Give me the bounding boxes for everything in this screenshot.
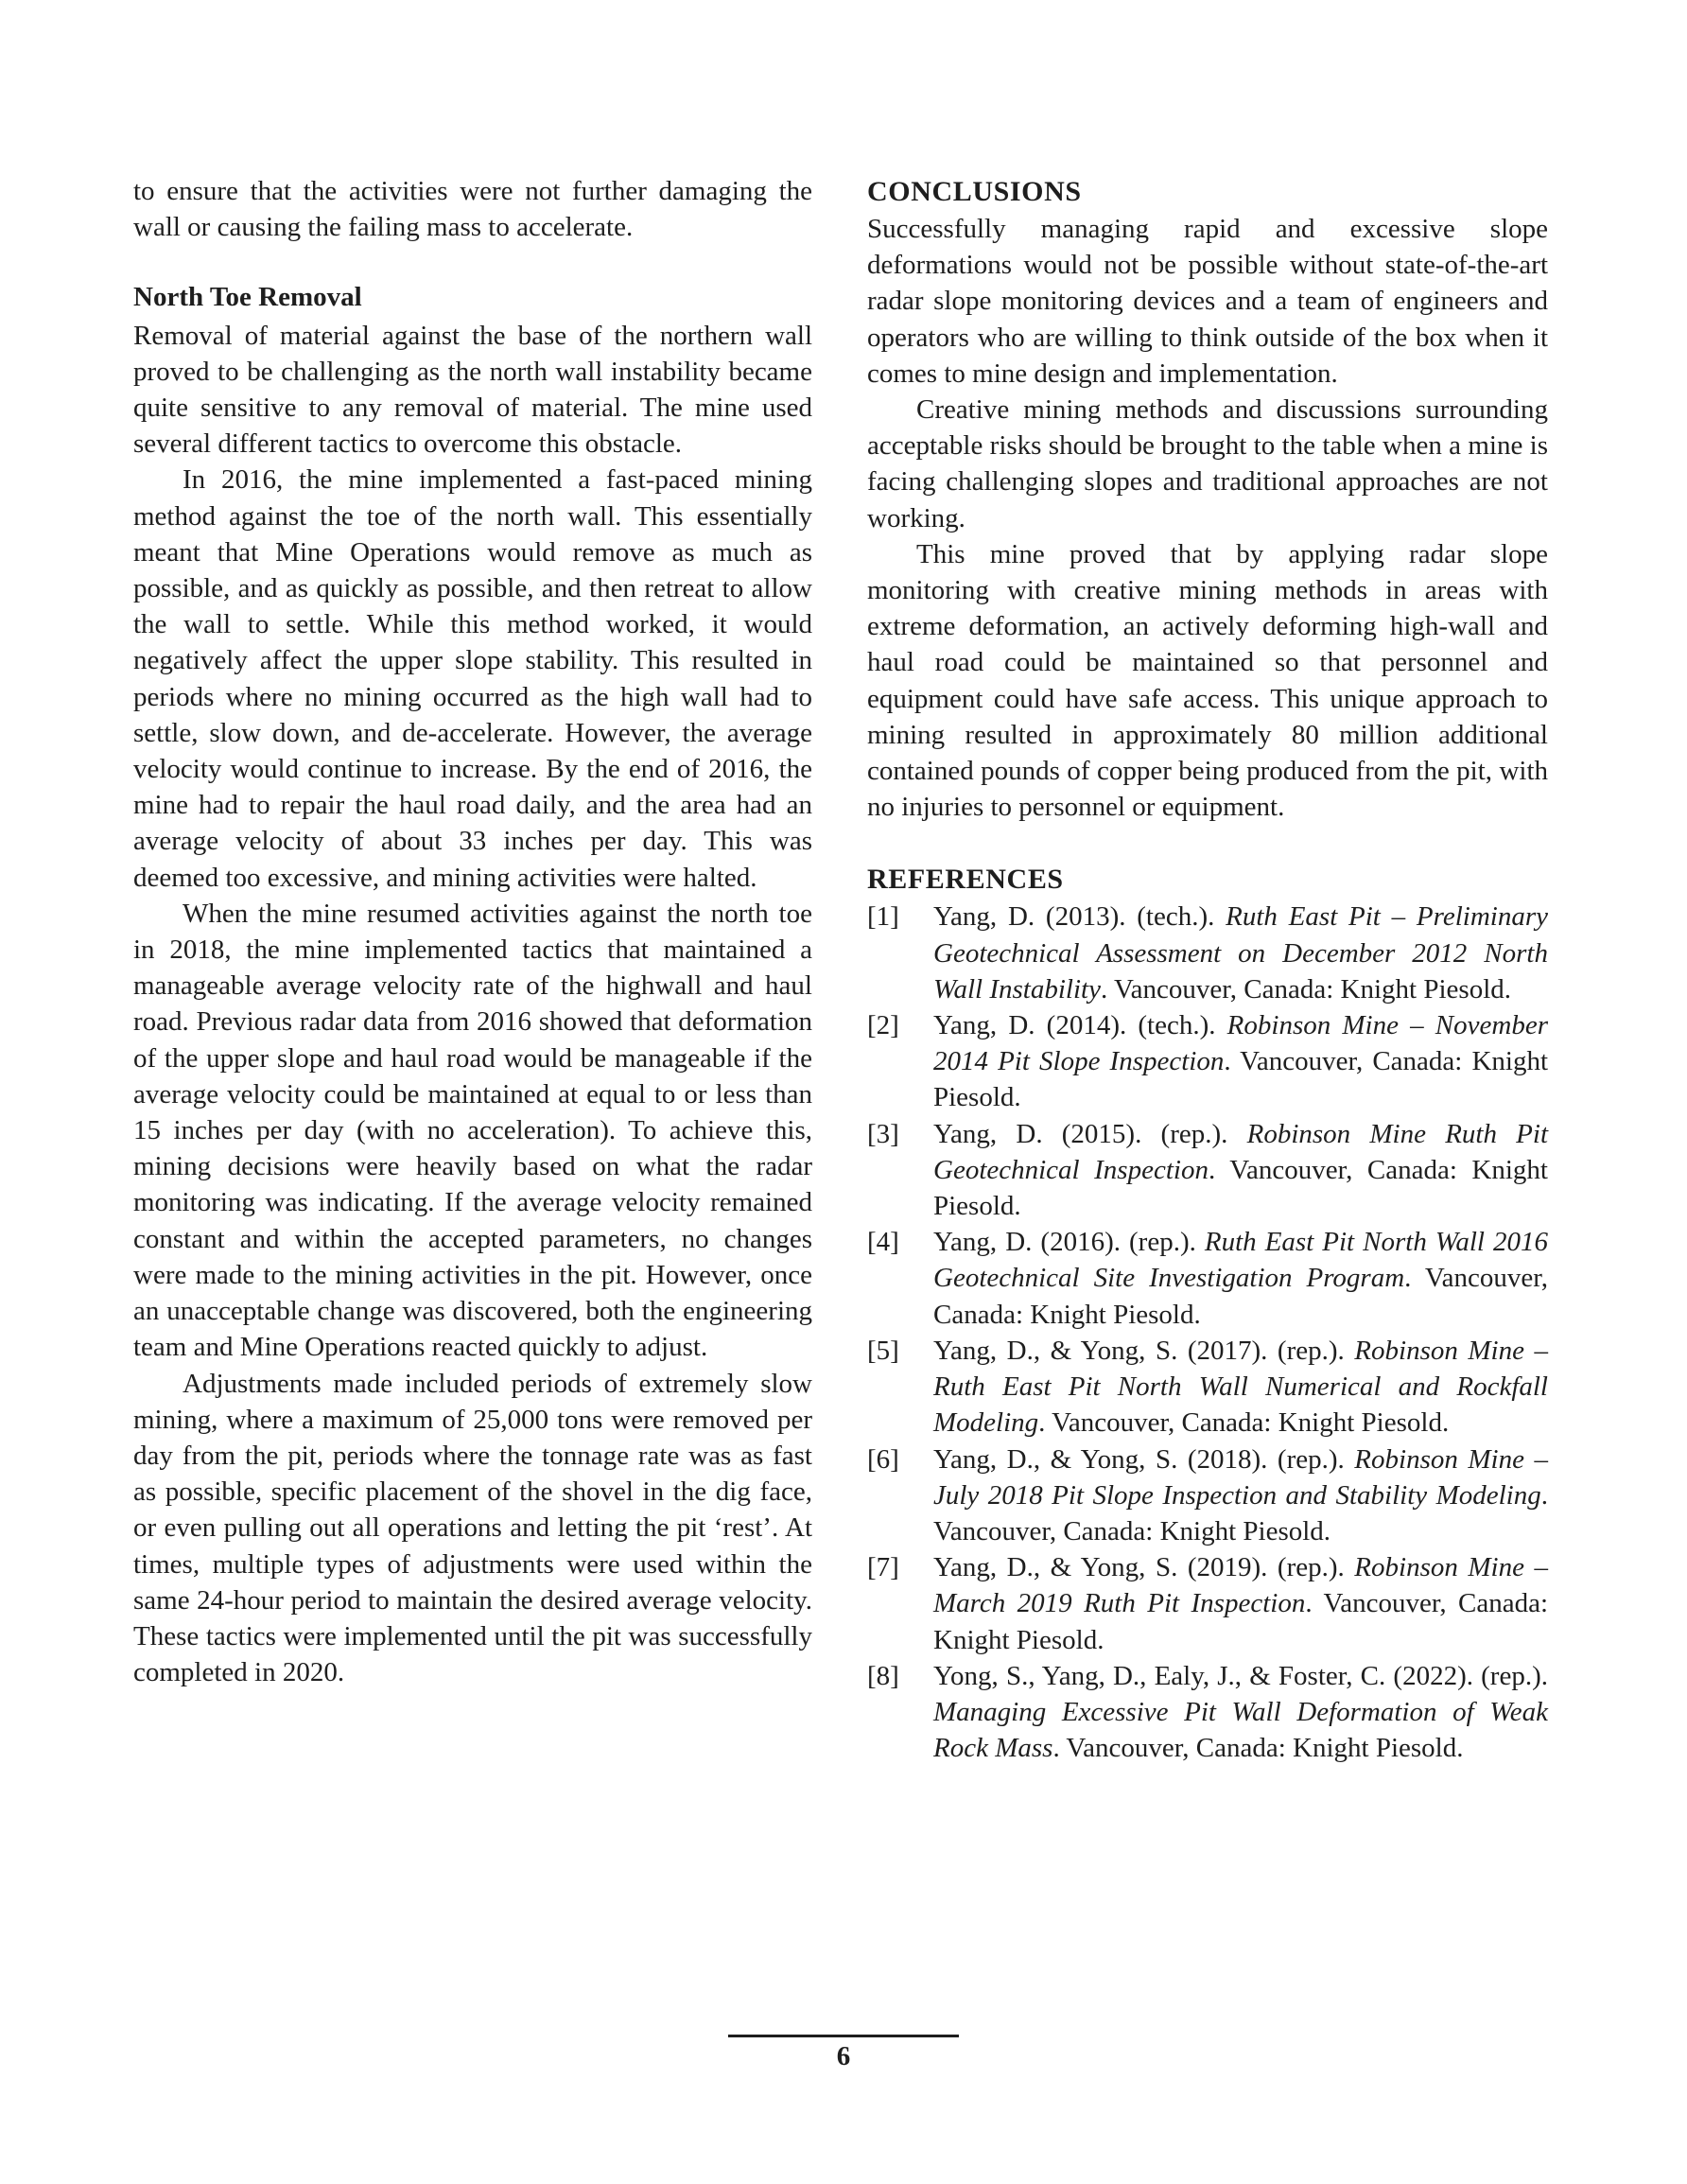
reference-item [867,1441,1548,1550]
reference-publisher: . Vancouver, Canada: Knight Piesold. [1052,1733,1464,1764]
left-column [133,173,812,1690]
body-paragraph: Adjustments made included periods of extremely slow mining, where a maximum of 25,000 tons were removed per day from the pit, periods where the tonnage rate was as fast as possible, specific placement of the shovel in the dig face, or even pulling out all operations and letting the pit ‘rest’. At times, multiple types of adjustments were used within the same 24-hour period to maintain the desired average velocity. These tactics were implemented until the pit was successfully completed in 2020. [133,1368,812,1688]
body-paragraph: to ensure that the activities were not further damaging the wall or causing the failing mass to accelerate. [133,176,812,243]
body-paragraph: In 2016, the mine implemented a fast-paced mining method against the toe of the north wall. This essentially meant that Mine Operations would remove as much as possible, and as quickly as possible, and then retreat to allow the wall to settle. While this method worked, it would negatively affect the upper slope stability. This resulted in periods where no mining occurred as the high wall had to settle, slow down, and de-accelerate. However, the average velocity would continue to increase. By the end of 2016, the mine had to repair the haul road daily, and the area had an average velocity of about 33 inches per day. This was deemed too excessive, and mining activities were halted. [133,464,812,893]
reference-text [933,1658,1548,1767]
reference-text [933,1333,1548,1441]
subheading-north-toe-removal: North Toe Removal [133,282,362,313]
body-paragraph: Creative mining methods and discussions surrounding acceptable risks should be brought to the table when a mine is facing challenging slopes and traditional approaches are not working. [867,394,1548,533]
reference-title: Robinson Mine – November 2014 Pit Slope Inspection [933,1010,1548,1077]
reference-publisher: . Vancouver, Canada: Knight Piesold. [1100,973,1512,1005]
reference-publisher: . Vancouver, Canada: Knight Piesold. [933,1154,1548,1222]
reference-publisher: . Vancouver, Canada: Knight Piesold. [933,1263,1548,1330]
reference-text [933,1116,1548,1225]
reference-publisher: . Vancouver, Canada: Knight Piesold. [1038,1407,1450,1439]
reference-item [867,1658,1548,1767]
reference-title: Ruth East Pit – Preliminary Geotechnical Assessment on December 2012 North Wall Instability [933,901,1548,1005]
references-heading: REFERENCES [867,864,1064,896]
reference-authors: Yang, D., & Yong, S. (2018). (rep.). [933,1443,1355,1475]
reference-publisher: . Vancouver, Canada: Knight Piesold. [933,1046,1549,1113]
reference-number: [2] [867,1010,899,1041]
reference-text [933,1549,1548,1658]
reference-publisher: . Vancouver, Canada: Knight Piesold. [933,1479,1548,1546]
reference-number: [1] [867,901,899,933]
reference-text [933,1441,1548,1550]
reference-authors: Yang, D. (2013). (tech.). [933,901,1226,933]
reference-number: [3] [867,1118,899,1149]
body-paragraph: When the mine resumed activities against the north toe in 2018, the mine implemented tactics that maintained a manageable average velocity rate of the highwall and haul road. Previous radar data from 2016 showed that deformation of the upper slope and haul road would be manageable if the average velocity could be maintained at equal to or less than 15 inches per day (with no acceleration). To achieve this, mining decisions were heavily based on what the radar monitoring was indicating. If the average velocity remained constant and within the accepted parameters, no changes were made to the mining activities in the pit. However, once an unacceptable change was discovered, both the engineering team and Mine Operations reacted quickly to adjust. [133,898,812,1363]
reference-item [867,899,1548,1007]
conclusions-heading: CONCLUSIONS [867,176,1082,207]
reference-authors: Yang, D. (2015). (rep.). [933,1118,1247,1149]
reference-publisher: . Vancouver, Canada: Knight Piesold. [933,1588,1548,1655]
body-paragraph: Removal of material against the base of the northern wall proved to be challenging as the north wall instability became quite sensitive to any removal of material. The mine used several different tactics to overcome this obstacle. [133,320,812,460]
right-column [867,173,1548,1766]
reference-authors: Yang, D. (2014). (tech.). [933,1010,1227,1041]
reference-text [933,1007,1548,1116]
reference-text [933,899,1548,1007]
reference-authors: Yang, D., & Yong, S. (2019). (rep.). [933,1552,1355,1583]
reference-title: Robinson Mine – July 2018 Pit Slope Inspection and Stability Modeling [933,1443,1548,1511]
reference-item [867,1333,1548,1441]
reference-title: Robinson Mine Ruth Pit Geotechnical Inspection [933,1118,1549,1185]
reference-number: [6] [867,1443,899,1475]
reference-title: Robinson Mine – Ruth East Pit North Wall Numerical and Rockfall Modeling [933,1335,1548,1439]
reference-number: [5] [867,1335,899,1366]
body-paragraph: This mine proved that by applying radar slope monitoring with creative mining methods in areas with extreme deformation, an actively deforming high-wall and haul road could be maintained so that personnel and equipment could have safe access. This unique approach to mining resulted in approximately 80 million additional contained pounds of copper being produced from the pit, with no injuries to personnel or equipment. [867,538,1548,823]
reference-number: [4] [867,1227,899,1258]
body-paragraph: Successfully managing rapid and excessive slope deformations would not be possible without state-of-the-art radar slope monitoring devices and a team of engineers and operators who are willing to think outside of the box when it comes to mine design and implementation. [867,214,1548,389]
reference-item [867,1116,1548,1225]
reference-title: Robinson Mine – March 2019 Ruth Pit Inspection [933,1552,1548,1619]
reference-item [867,1224,1548,1333]
reference-authors: Yong, S., Yang, D., Ealy, J., & Foster, C. (2022). (rep.). [933,1660,1548,1691]
reference-authors: Yang, D., & Yong, S. (2017). (rep.). [933,1335,1355,1366]
reference-item [867,1549,1548,1658]
reference-authors: Yang, D. (2016). (rep.). [933,1227,1205,1258]
page-number: 6 [836,2041,851,2071]
reference-number: [7] [867,1552,899,1583]
reference-item [867,1007,1548,1116]
reference-number: [8] [867,1660,899,1691]
reference-text [933,1224,1548,1333]
reference-list [867,899,1548,1766]
reference-title: Ruth East Pit North Wall 2016 Geotechnical Site Investigation Program [933,1227,1548,1294]
reference-title: Managing Excessive Pit Wall Deformation of Weak Rock Mass [933,1696,1548,1764]
